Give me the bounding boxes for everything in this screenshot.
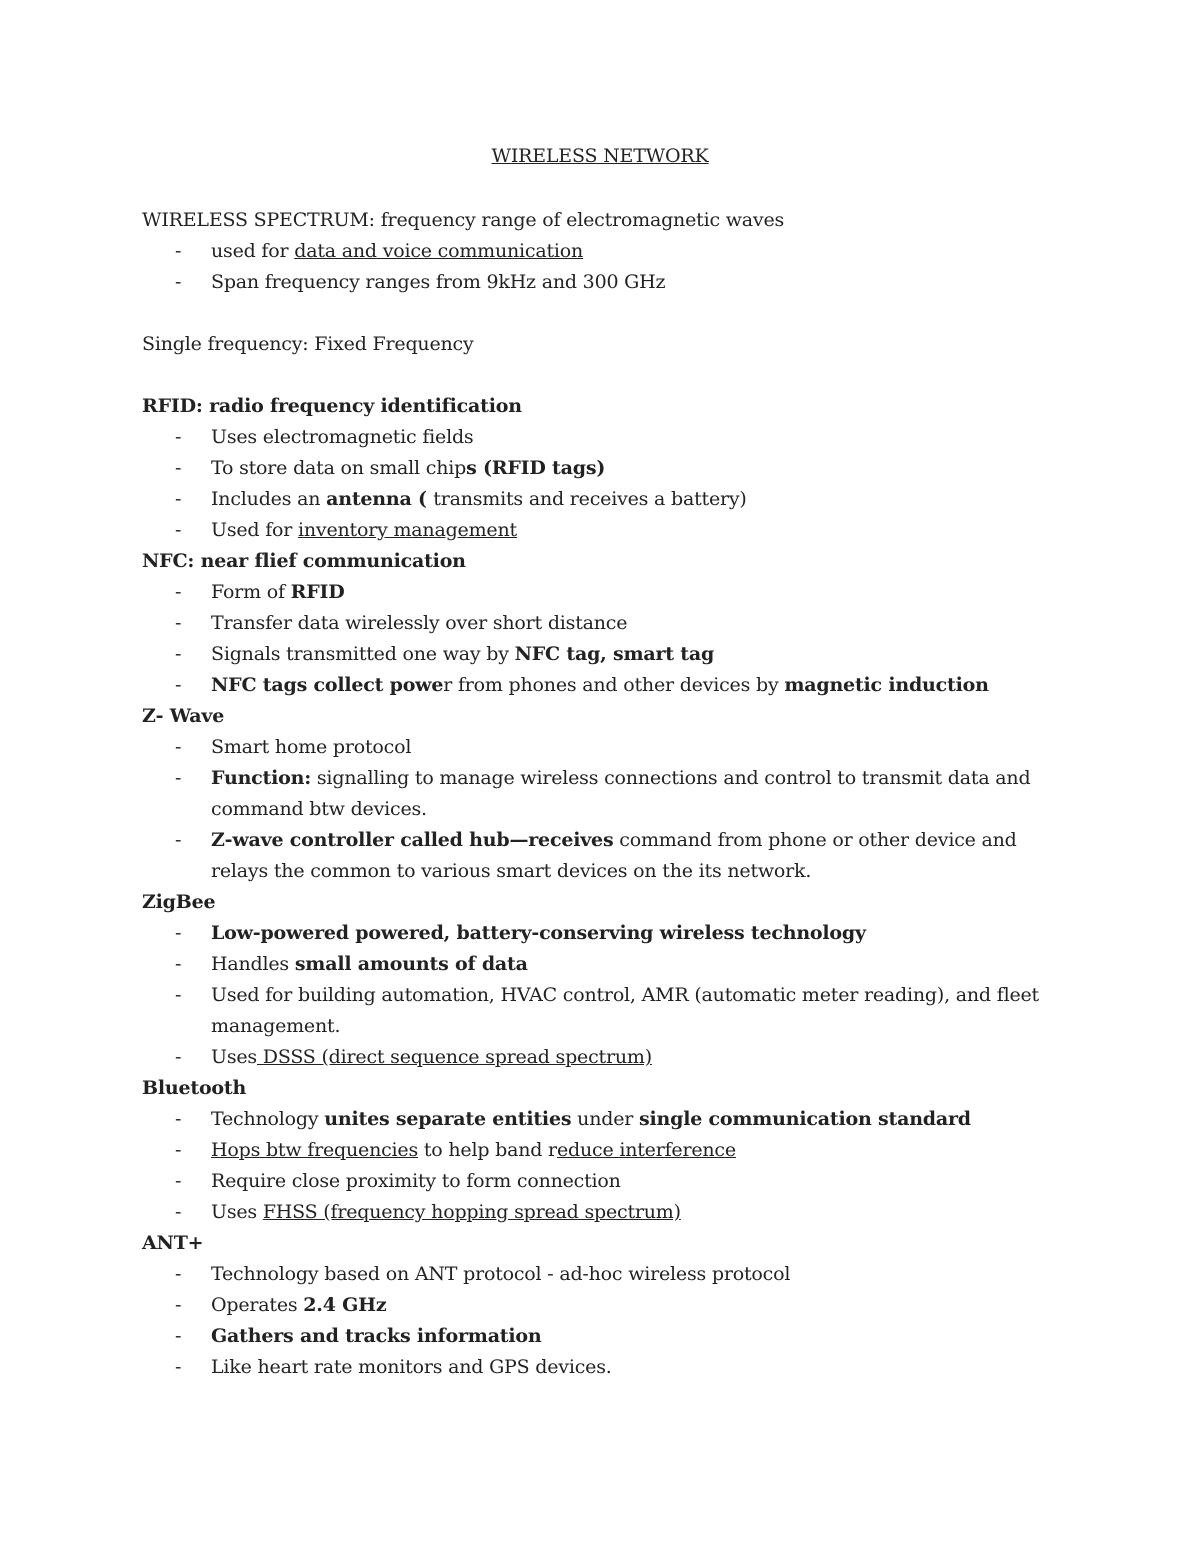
bullet-dash: - — [175, 271, 182, 293]
bullet-dash: - — [175, 581, 182, 603]
bullet-dash: - — [175, 736, 182, 758]
nfc-bullet-1: - Form of RFID — [142, 577, 1072, 608]
rfid-bullet-1: - Uses electromagnetic fields — [142, 422, 1072, 453]
bluetooth-bullet-4: - Uses FHSS (frequency hopping spread spectrum) — [142, 1197, 1072, 1228]
bullet-dash: - — [175, 426, 182, 448]
nfc-bullet-3: - Signals transmitted one way by NFC tag, smart tag — [142, 639, 1072, 670]
ant-bullet-4: - Like heart rate monitors and GPS devices. — [142, 1352, 1072, 1383]
zwave-bullet-1: - Smart home protocol — [142, 732, 1072, 763]
nfc-bullet-4: - NFC tags collect power from phones and other devices by magnetic induction — [142, 670, 1072, 701]
bullet-dash: - — [175, 953, 182, 975]
bullet-dash: - — [175, 1263, 182, 1285]
spectrum-bullet-2: - Span frequency ranges from 9kHz and 300 GHz — [142, 267, 1072, 298]
bullet-dash: - — [175, 612, 182, 634]
document-body — [142, 205, 1072, 1383]
zwave-bullet-2: - Function: signalling to manage wireless connections and control to transmit data and command btw devices. — [142, 763, 1072, 825]
bullet-dash: - — [175, 674, 182, 696]
bullet-dash: - — [175, 240, 182, 262]
bullet-dash: - — [175, 457, 182, 479]
bluetooth-bullet-2: - Hops btw frequencies to help band reduce interference — [142, 1135, 1072, 1166]
bullet-dash: - — [175, 1356, 182, 1378]
zigbee-bullet-1: - Low-powered powered, battery-conserving wireless technology — [142, 918, 1072, 949]
rfid-bullet-3: - Includes an antenna ( transmits and receives a battery) — [142, 484, 1072, 515]
zigbee-heading: ZigBee — [142, 891, 216, 913]
bullet-dash: - — [175, 922, 182, 944]
zwave-heading: Z- Wave — [142, 705, 225, 727]
bullet-dash: - — [175, 829, 182, 851]
bullet-dash: - — [175, 488, 182, 510]
ant-heading: ANT+ — [142, 1232, 204, 1254]
nfc-heading: NFC: near flief communication — [142, 550, 466, 572]
zwave-bullet-3: - Z-wave controller called hub—receives command from phone or other device and relays the common to various smart devices on the its network. — [142, 825, 1072, 887]
rfid-bullet-4: - Used for inventory management — [142, 515, 1072, 546]
bullet-dash: - — [175, 1325, 182, 1347]
document-title: WIRELESS NETWORK — [491, 145, 709, 167]
bullet-dash: - — [175, 643, 182, 665]
bullet-dash: - — [175, 519, 182, 541]
bullet-dash: - — [175, 984, 182, 1006]
rfid-heading: RFID: radio frequency identification — [142, 395, 522, 417]
bullet-dash: - — [175, 1170, 182, 1192]
bluetooth-bullet-1: - Technology unites separate entities under single communication standard — [142, 1104, 1072, 1135]
bullet-dash: - — [175, 767, 182, 789]
spectrum-heading: WIRELESS SPECTRUM: frequency range of electromagnetic waves — [142, 209, 785, 231]
ant-bullet-3: - Gathers and tracks information — [142, 1321, 1072, 1352]
bullet-dash: - — [175, 1294, 182, 1316]
ant-bullet-2: - Operates 2.4 GHz — [142, 1290, 1072, 1321]
zigbee-bullet-3: - Used for building automation, HVAC control, AMR (automatic meter reading), and fleet management. — [142, 980, 1072, 1042]
zigbee-bullet-4: - Uses DSSS (direct sequence spread spectrum) — [142, 1042, 1072, 1073]
ant-bullet-1: - Technology based on ANT protocol - ad-hoc wireless protocol — [142, 1259, 1072, 1290]
spectrum-bullet-1: - used for data and voice communication — [142, 236, 1072, 267]
bullet-dash: - — [175, 1046, 182, 1068]
nfc-bullet-2: - Transfer data wirelessly over short distance — [142, 608, 1072, 639]
zigbee-bullet-2: - Handles small amounts of data — [142, 949, 1072, 980]
rfid-bullet-2: - To store data on small chips (RFID tags) — [142, 453, 1072, 484]
bluetooth-bullet-3: - Require close proximity to form connection — [142, 1166, 1072, 1197]
bullet-dash: - — [175, 1201, 182, 1223]
bullet-dash: - — [175, 1108, 182, 1130]
single-frequency-line: Single frequency: Fixed Frequency — [142, 333, 474, 355]
spacer — [142, 298, 1072, 329]
spacer — [142, 360, 1072, 391]
bullet-dash: - — [175, 1139, 182, 1161]
bluetooth-heading: Bluetooth — [142, 1077, 247, 1099]
